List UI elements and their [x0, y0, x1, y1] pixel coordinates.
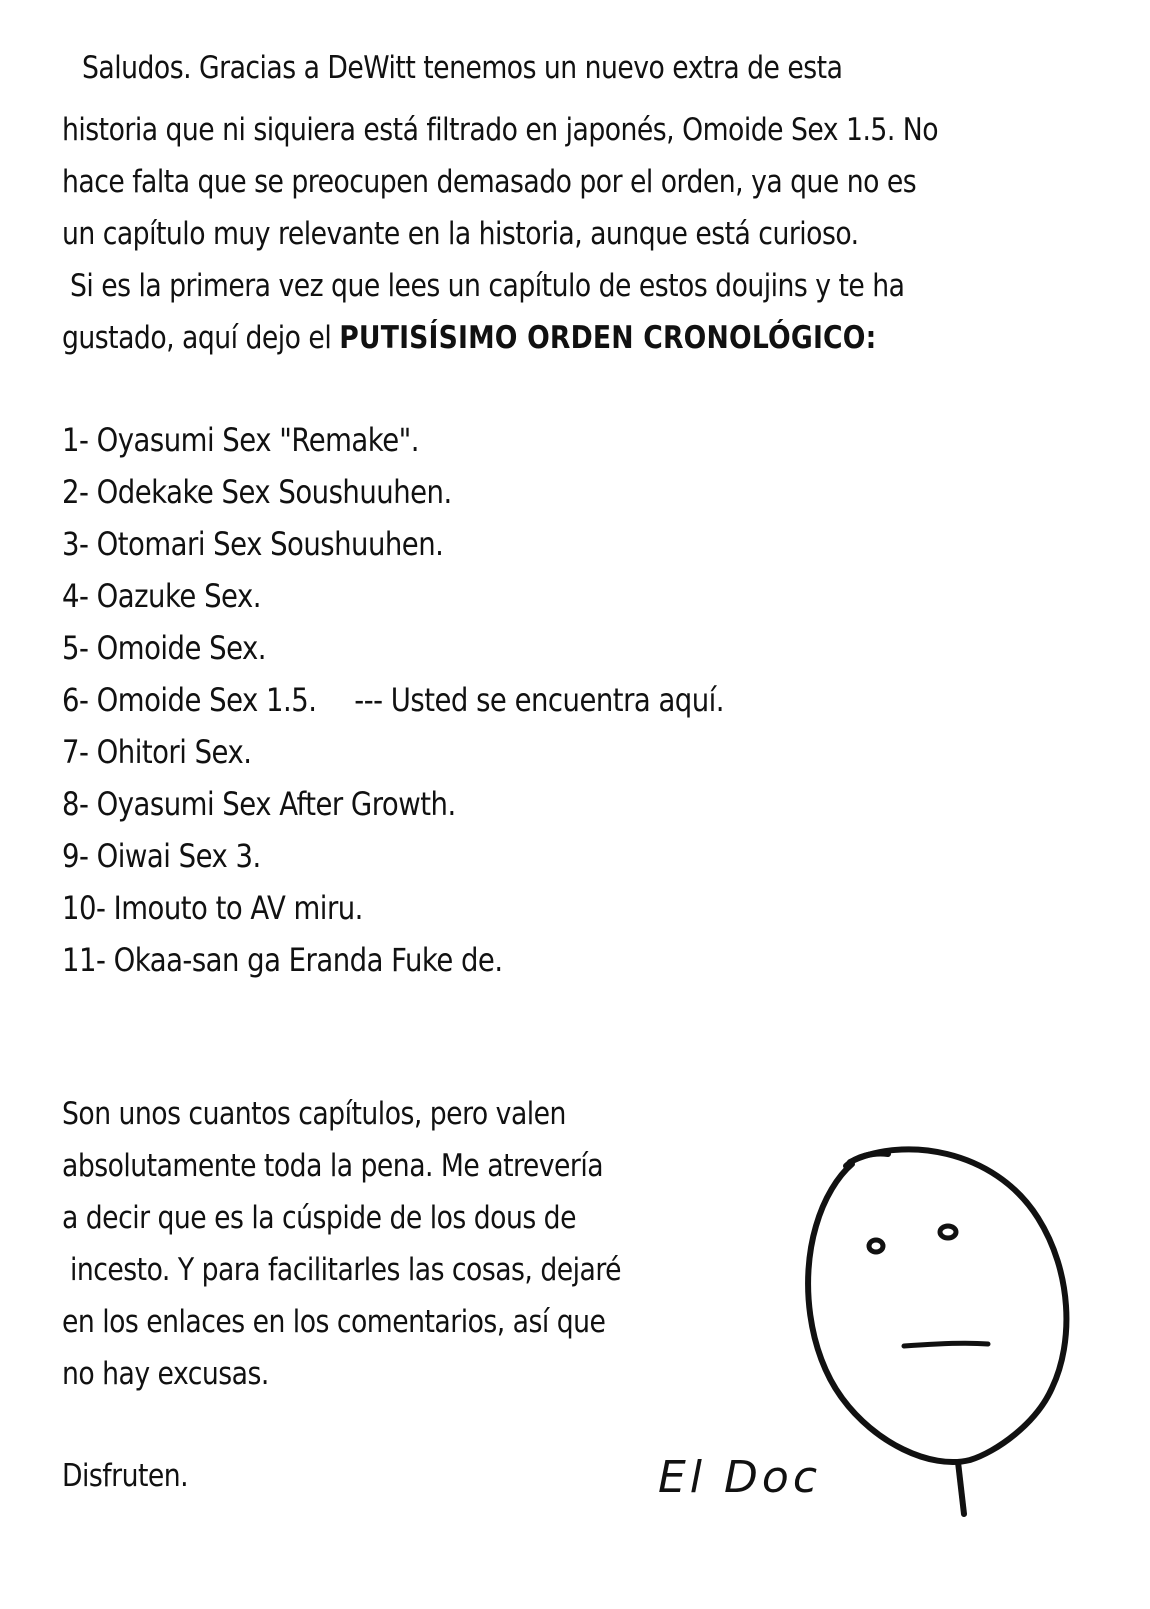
closing-line-5: en los enlaces en los comentarios, así que [62, 1304, 606, 1340]
list-item: 5- Omoide Sex. [62, 629, 267, 667]
intro-line-6-prefix: gustado, aquí dejo el [62, 320, 332, 356]
signoff-text: Disfruten. [62, 1458, 189, 1494]
intro-line-6 [62, 318, 876, 358]
list-item: 9- Oiwai Sex 3. [62, 837, 261, 875]
list-item-current-title: 6- Omoide Sex 1.5. [62, 681, 317, 719]
intro-line-2: historia que ni siquiera está filtrado en japonés, Omoide Sex 1.5. No [62, 112, 939, 148]
intro-line-3: hace falta que se preocupen demasado por el orden, ya que no es [62, 164, 917, 200]
left-eye-icon [869, 1240, 883, 1252]
mouth-line [904, 1343, 988, 1346]
list-item: 1- Oyasumi Sex "Remake". [62, 421, 419, 459]
closing-line-3: a decir que es la cúspide de los dous de [62, 1200, 576, 1236]
list-item: 7- Ohitori Sex. [62, 733, 252, 771]
intro-line-1: Saludos. Gracias a DeWitt tenemos un nuevo extra de esta [82, 50, 843, 86]
list-item: 8- Oyasumi Sex After Growth. [62, 785, 456, 823]
chronological-order-heading: PUTISÍSIMO ORDEN CRONOLÓGICO: [339, 320, 877, 356]
right-eye-icon [940, 1226, 956, 1238]
face-hair-stroke [846, 1154, 888, 1167]
list-item: 2- Odekake Sex Soushuuhen. [62, 473, 452, 511]
current-position-marker: --- Usted se encuentra aquí. [354, 681, 725, 719]
poker-face-meme-icon [790, 1140, 1080, 1540]
list-item: 10- Imouto to AV miru. [62, 889, 363, 927]
closing-line-2: absolutamente toda la pena. Me atrevería [62, 1148, 604, 1184]
intro-line-4: un capítulo muy relevante en la historia, aunque está curioso. [62, 216, 859, 252]
intro-line-5: Si es la primera vez que lees un capítulo de estos doujins y te ha [70, 268, 905, 304]
list-item: 3- Otomari Sex Soushuuhen. [62, 525, 444, 563]
closing-line-4: incesto. Y para facilitarles las cosas, dejaré [70, 1252, 622, 1288]
list-item: 4- Oazuke Sex. [62, 577, 261, 615]
list-item: 11- Okaa-san ga Eranda Fuke de. [62, 941, 503, 979]
closing-line-6: no hay excusas. [62, 1356, 269, 1392]
face-outline [808, 1149, 1066, 1462]
list-item-current [62, 680, 724, 720]
signature-el-doc: El Doc [658, 1452, 822, 1503]
neck-line [958, 1462, 964, 1514]
closing-line-1: Son unos cuantos capítulos, pero valen [62, 1096, 566, 1132]
